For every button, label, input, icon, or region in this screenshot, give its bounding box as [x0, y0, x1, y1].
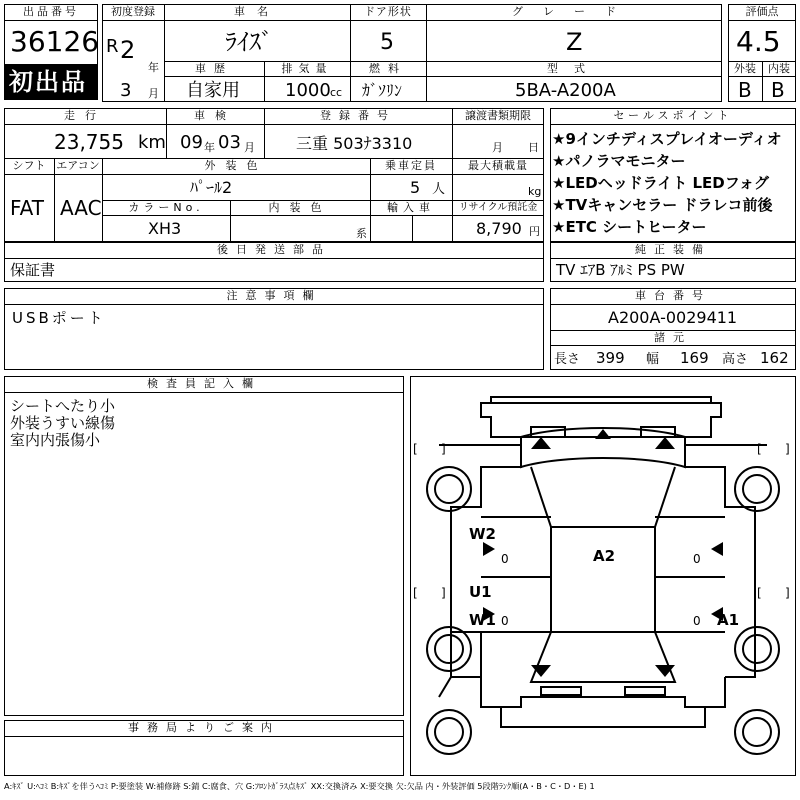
model-label: 型式: [547, 62, 601, 75]
doors: 5: [380, 30, 394, 55]
color-no-label: カラーNo.: [128, 201, 204, 214]
inspector-line: 室内内張傷小: [10, 431, 101, 449]
length-label: 長さ: [554, 352, 581, 367]
inspector-line: シートへたり小: [10, 397, 116, 415]
sales-points-list: [552, 128, 796, 238]
length-value: 399: [596, 349, 625, 367]
exterior-label: 外装: [734, 62, 756, 75]
height-label: 高さ: [722, 352, 749, 367]
int-color-label: 内装色: [268, 201, 332, 214]
office-label: 事務局よりご案内: [128, 721, 280, 734]
year-unit: 年: [148, 61, 159, 74]
mark-a1: A1: [717, 611, 740, 629]
door-label: ドア形状: [364, 5, 412, 18]
car-diagram: [410, 376, 796, 776]
sales-point-item: ★9インチディスプレイオーディオ: [552, 130, 782, 148]
inspector-notes: [10, 395, 116, 449]
height-value: 162: [760, 349, 789, 367]
mileage-label: 走行: [64, 109, 106, 122]
legend: A:ｷｽﾞ U:ﾍｺﾐ B:ｷｽﾞを伴うﾍｺﾐ P:要塗装 W:補修跡 S:錆 C:腐食、穴 G:ﾌﾛﾝﾄｶﾞﾗｽ点ｷｽﾞ XX:交換済み X:要交換 欠:欠品 内・外装評価 5段階ﾗﾝｸ順(A・B・C・D・E) 1: [4, 782, 595, 791]
inspection-year: 09: [180, 132, 203, 153]
shift-label: シフト: [12, 159, 46, 172]
later-parts-value: 保証書: [10, 261, 56, 279]
svg-text:]: ]: [441, 442, 446, 456]
sales-point-item: ★LEDヘッドライト LEDフォグ: [552, 174, 769, 192]
recycle: 8,790: [476, 219, 522, 238]
reg-label: 登録番号: [320, 109, 396, 122]
color: ﾊﾟｰﾙ2: [190, 178, 233, 197]
first-reg-label: 初度登録: [111, 5, 155, 18]
dims-label: 諸元: [654, 331, 692, 344]
interior-label: 内装: [768, 62, 790, 75]
later-parts-label: 後日発送部品: [217, 243, 331, 256]
history: 自家用: [186, 80, 240, 101]
load-label: 最大積載量: [468, 159, 528, 172]
mark-w2: W2: [469, 525, 496, 543]
chassis-label: 車台番号: [635, 289, 711, 302]
mileage: 23,755: [54, 130, 124, 154]
displacement-unit: cc: [330, 86, 343, 99]
lot-label: 出品番号: [23, 5, 79, 18]
history-label: 車歴: [195, 62, 233, 75]
displacement-label: 排気量: [281, 62, 333, 75]
car-outline-icon: [411, 377, 795, 775]
interior-grade: B: [771, 78, 785, 102]
load-unit: kg: [528, 185, 542, 198]
genuine-value: TV ｴｱB ｱﾙﾐ PS PW: [556, 261, 685, 279]
width-value: 169: [680, 349, 709, 367]
displacement: 1000: [285, 80, 331, 101]
mark-u1: U1: [469, 583, 492, 601]
score: 4.5: [736, 25, 781, 58]
svg-text:]: ]: [441, 586, 446, 600]
transfer-month-unit: 月: [492, 141, 503, 154]
color-label: 外装色: [204, 159, 268, 172]
fuel-label: 燃料: [369, 62, 407, 75]
svg-text:]: ]: [785, 586, 790, 600]
svg-text:[: [: [757, 442, 762, 456]
svg-text:]: ]: [785, 442, 790, 456]
grade: Z: [566, 28, 583, 56]
car-name: ﾗｲｽﾞ: [225, 28, 273, 56]
inspector-label: 検査員記入欄: [147, 377, 261, 390]
mark-a2: A2: [593, 547, 616, 565]
svg-text:0: 0: [693, 614, 701, 628]
mark-w1: W1: [469, 611, 496, 629]
inspection-year-unit: 年: [204, 141, 215, 154]
first-listing-text: 初出品: [9, 68, 87, 96]
recycle-label: リサイクル預託金: [458, 202, 538, 213]
capacity-label: 乗車定員: [385, 159, 437, 172]
exterior-grade: B: [738, 78, 752, 102]
shift: FAT: [10, 196, 45, 220]
fuel: ｶﾞｿﾘﾝ: [362, 81, 403, 100]
svg-text:[: [: [413, 442, 418, 456]
ac: AAC: [60, 196, 102, 220]
svg-text:[: [: [757, 586, 762, 600]
capacity-unit: 人: [432, 182, 446, 197]
notes-label: 注意事項欄: [226, 289, 322, 302]
color-no: XH3: [148, 219, 182, 238]
inspection-month-unit: 月: [244, 141, 255, 154]
reg-month: 3: [120, 80, 132, 101]
sales-point-item: ★TVキャンセラー ドラレコ前後: [552, 196, 773, 214]
int-color-unit: 系: [356, 227, 367, 240]
sales-point-item: ★パノラマモニター: [552, 152, 686, 170]
grade-label: グレード: [512, 5, 636, 18]
recycle-unit: 円: [529, 225, 540, 238]
inspection-label: 車検: [194, 109, 236, 122]
sales-point-item: ★ETC シートヒーター: [552, 218, 707, 236]
car-name-label: 車名: [234, 5, 280, 18]
svg-text:[: [: [413, 586, 418, 600]
era: R: [106, 36, 119, 57]
svg-text:0: 0: [501, 552, 509, 566]
transfer-day-unit: 日: [528, 141, 539, 154]
genuine-label: 純正装備: [635, 243, 711, 256]
mileage-unit: km: [138, 132, 166, 153]
reg-number: 三重 503ﾅ3310: [296, 134, 413, 153]
capacity: 5: [410, 178, 421, 197]
lot-number: 36126: [10, 25, 100, 58]
month-unit: 月: [148, 87, 159, 100]
reg-year: 2: [120, 36, 136, 64]
svg-text:0: 0: [693, 552, 701, 566]
score-label: 評価点: [745, 5, 779, 18]
transfer-label: 譲渡書類期限: [465, 109, 531, 122]
main-info-grid: [4, 108, 544, 242]
ac-label: エアコン: [56, 159, 100, 172]
notes-value: USBポート: [12, 309, 106, 327]
inspector-line: 外装うすい線傷: [10, 414, 116, 432]
width-label: 幅: [646, 352, 660, 367]
chassis-value: A200A-0029411: [608, 308, 738, 327]
inspection-month: 03: [218, 132, 241, 153]
sales-points-label: セールスポイント: [613, 109, 733, 122]
svg-text:0: 0: [501, 614, 509, 628]
import-label: 輸入車: [387, 201, 435, 214]
model: 5BA-A200A: [515, 80, 616, 101]
